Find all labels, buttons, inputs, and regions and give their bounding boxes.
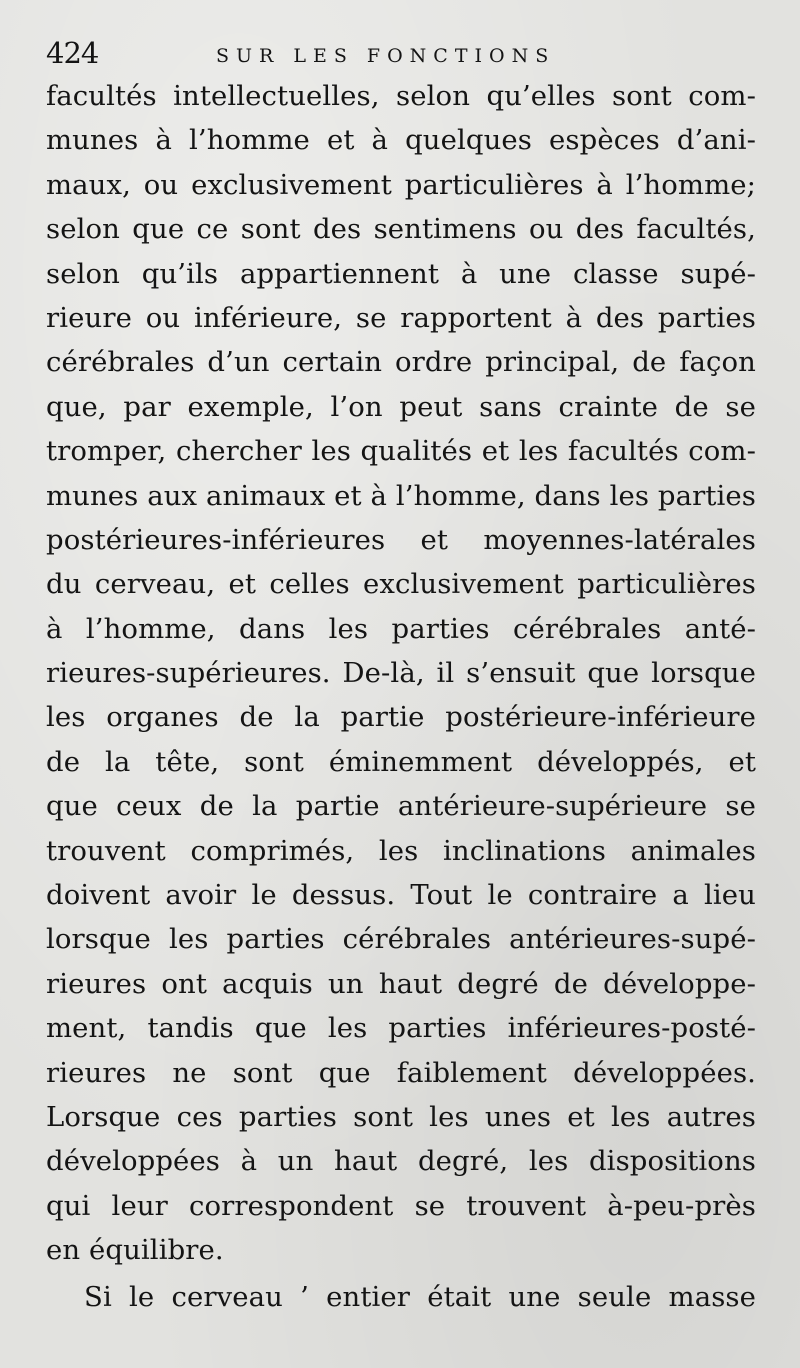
text-line: postérieures-inférieures et moyennes-latérales <box>46 523 756 556</box>
running-head: SUR LES FONCTIONS <box>216 45 556 67</box>
text-line: selon que ce sont des sentimens ou des facultés, <box>46 213 756 246</box>
text-line: tromper, chercher les qualités et les facultés com- <box>46 435 756 468</box>
text-line: munes à l’homme et à quelques espèces d’ani- <box>46 124 756 157</box>
body-text <box>46 74 756 1319</box>
text-line: rieures ont acquis un haut degré de développe- <box>46 967 756 1000</box>
text-line: doivent avoir le dessus. Tout le contraire a lieu <box>46 879 756 912</box>
text-line: rieure ou inférieure, se rapportent à des parties <box>46 301 756 334</box>
text-line: cérébrales d’un certain ordre principal, de façon <box>46 346 756 379</box>
text-line: Lorsque ces parties sont les unes et les autres <box>46 1100 756 1133</box>
text-line: que ceux de la partie antérieure-supérieure se <box>46 790 756 823</box>
text-line: les organes de la partie postérieure-inférieure <box>46 701 756 734</box>
text-line: rieures-supérieures. De-là, il s’ensuit que lorsque <box>46 657 756 690</box>
text-line: munes aux animaux et à l’homme, dans les parties <box>46 479 756 512</box>
text-line: qui leur correspondent se trouvent à-peu-près <box>46 1189 756 1222</box>
page-header <box>46 36 586 76</box>
text-line: Si le cerveau ’ entier était une seule masse <box>84 1280 756 1313</box>
text-line: trouvent comprimés, les inclinations animales <box>46 834 756 867</box>
text-line: ment, tandis que les parties inférieures-posté- <box>46 1012 756 1045</box>
text-line: lorsque les parties cérébrales antérieures-supé- <box>46 923 756 956</box>
text-line: développées à un haut degré, les dispositions <box>46 1145 756 1178</box>
text-line: du cerveau, et celles exclusivement particulières <box>46 568 756 601</box>
text-line: de la tête, sont éminemment développés, et <box>46 745 756 778</box>
text-line: que, par exemple, l’on peut sans crainte de se <box>46 390 756 423</box>
page-number: 424 <box>46 36 99 70</box>
text-line: selon qu’ils appartiennent à une classe supé- <box>46 257 756 290</box>
text-line: à l’homme, dans les parties cérébrales anté- <box>46 612 756 645</box>
text-line: maux, ou exclusivement particulières à l’homme; <box>46 168 756 201</box>
text-line: rieures ne sont que faiblement développées. <box>46 1056 756 1089</box>
paragraph-1 <box>46 74 756 1273</box>
paragraph-2 <box>46 1275 756 1319</box>
text-line: en équilibre. <box>46 1234 224 1267</box>
text-line: facultés intellectuelles, selon qu’elles sont com- <box>46 80 756 112</box>
